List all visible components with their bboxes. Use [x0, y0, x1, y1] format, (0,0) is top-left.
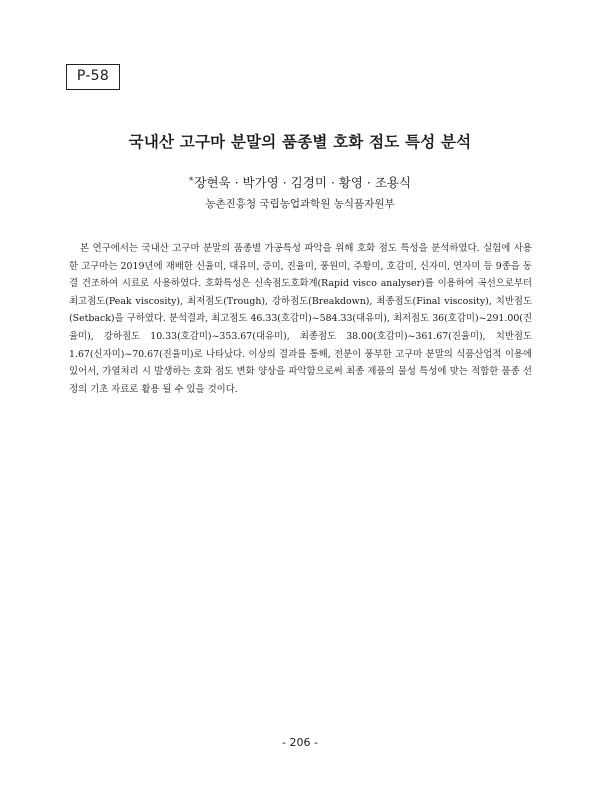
page-number: - 206 -: [282, 736, 318, 749]
paper-title: 국내산 고구마 분말의 품종별 호화 점도 특성 분석: [128, 133, 472, 151]
author-names: 장현욱 · 박가영 · 김경미 · 황영 · 조용식: [194, 175, 412, 190]
author-line: [0, 173, 600, 191]
abstract-body: 본 연구에서는 국내산 고구마 분말의 품종별 가공특성 파악을 위해 호화 점도 특성을 분석하였다. 실험에 사용한 고구마는 2019년에 재배한 신율미, 대유미, 증미, 진율미, 풍원미, 주황미, 호감미, 신자미, 연자미 등 9종을 동결 건조하여 시료로 사용하였다. 호화특성은 신속점도호화계(Rapid visco analyser)를 이용하여 곡선으로부터 최고점도(Peak viscosity), 최저점도(Trough), 강하점도(Breakdown), 최종점도(Final viscosity), 치반점도(Setback)을 구하였다. 분석결과, 최고점도 46.33(호감미)~584.33(대유미), 최저점도 36(호감미)~291.00(진율미), 강하점도 10.33(호감미)~353.67(대유미), 최종점도 38.00(호감미)~361.67(진율미), 치반점도 1.67(신자미)~70.67(진율미)로 나타났다. 이상의 결과를 통해, 전분이 풍부한 고구마 분말의 식품산업적 이용에 있어서, 가열처리 시 발생하는 호화 점도 변화 양상을 파악함으로써 최종 제품의 물성 특성에 맞는 적합한 품종 선정의 기초 자료로 활용 될 수 있을 것이다.: [69, 243, 532, 395]
corresponding-author-marker: *: [188, 176, 194, 186]
affiliation: 농촌진흥청 국립농업과학원 농식품자원부: [205, 198, 395, 210]
poster-id-label: P-58: [66, 64, 120, 90]
